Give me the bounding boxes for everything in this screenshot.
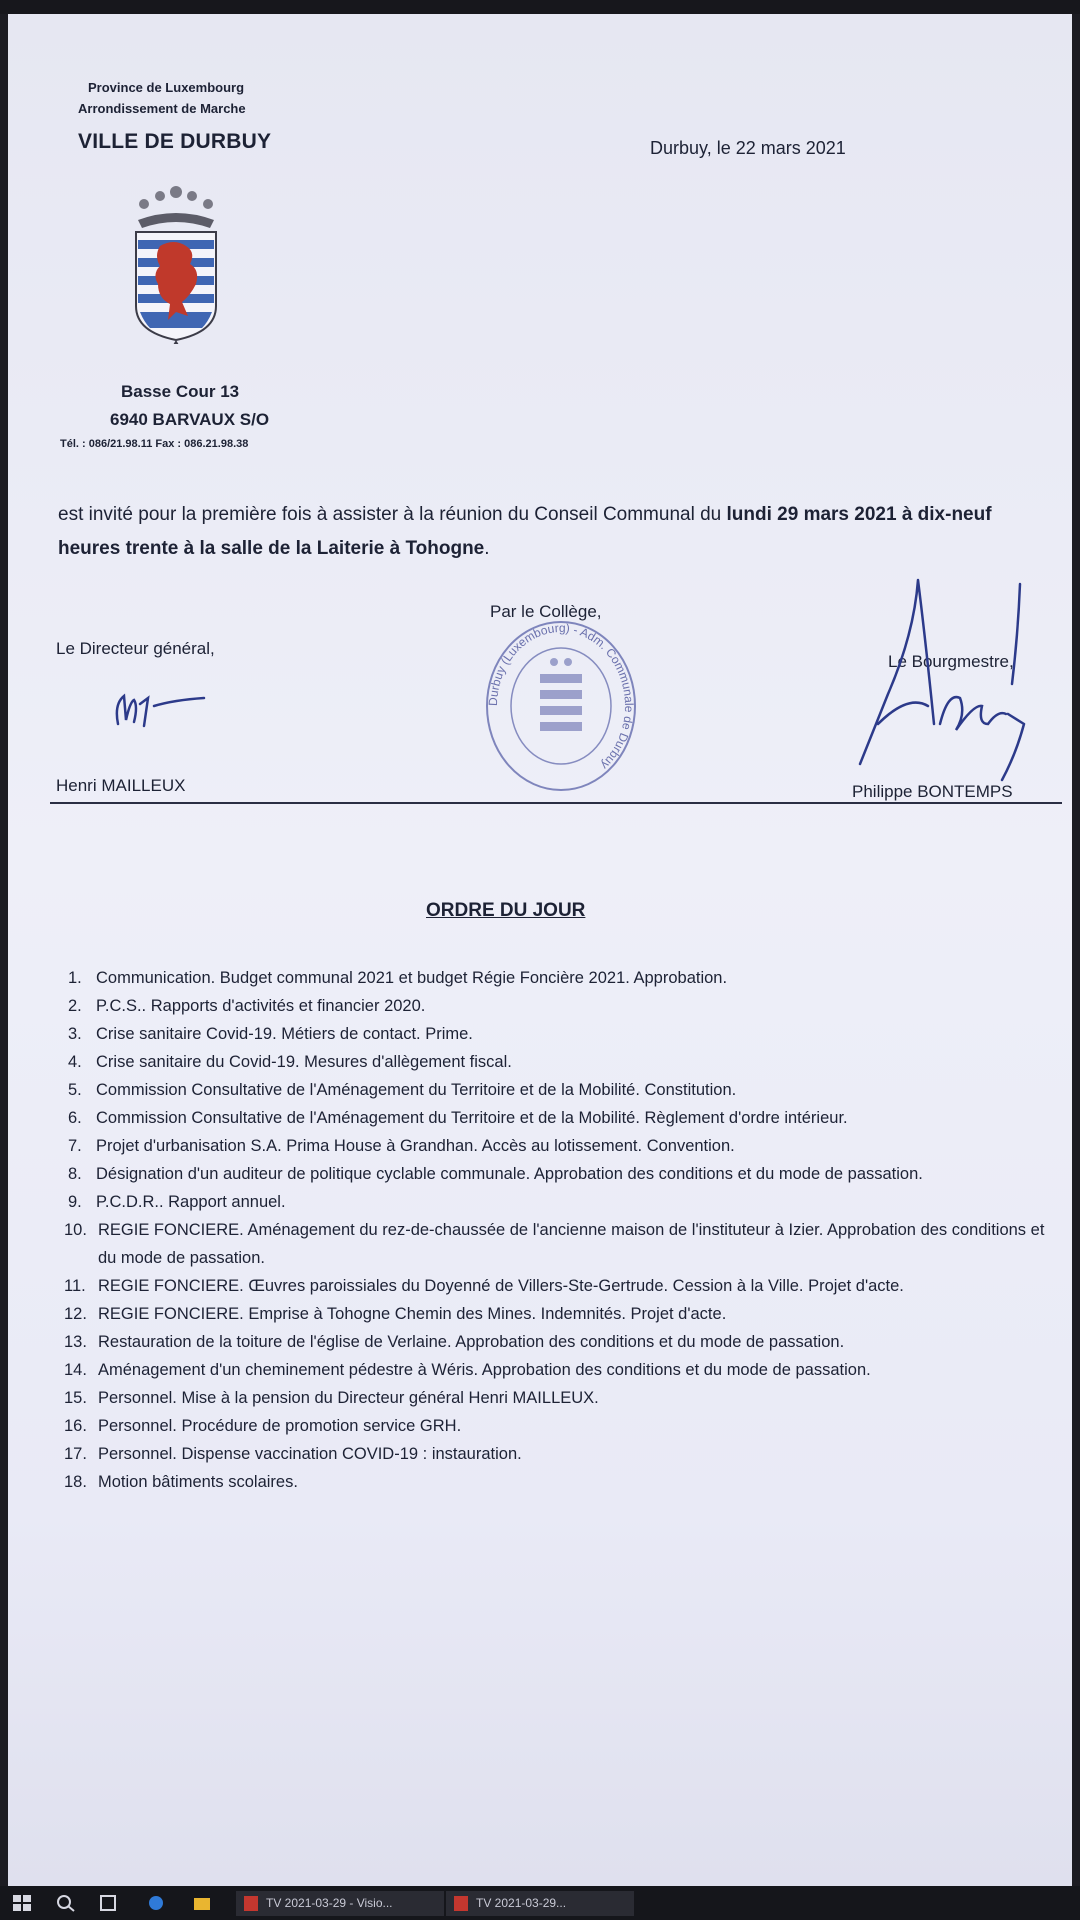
agenda-item	[64, 1412, 1058, 1440]
agenda-item	[64, 1216, 1058, 1272]
document-page	[8, 14, 1072, 1886]
agenda-item-text: Restauration de la toiture de l'église de Verlaine. Approbation des conditions et du mode de passation.	[98, 1333, 845, 1351]
agenda-item-number: 15.	[64, 1389, 87, 1407]
agenda-item-number: 18.	[64, 1473, 87, 1491]
agenda-item	[64, 1440, 1058, 1468]
bourgmestre-name: Philippe BONTEMPS	[852, 782, 1013, 801]
agenda-item-text: Crise sanitaire Covid-19. Métiers de contact. Prime.	[96, 1025, 473, 1043]
agenda-item	[68, 1020, 1058, 1048]
pdf-icon	[244, 1896, 258, 1911]
agenda-item-text: Désignation d'un auditeur de politique cyclable communale. Approbation des conditions et du mode de passation.	[96, 1165, 923, 1183]
agenda-item-number: 12.	[64, 1305, 87, 1323]
agenda-item	[68, 964, 1058, 992]
agenda-item	[64, 1272, 1058, 1300]
agenda-item-text: Communication. Budget communal 2021 et budget Régie Foncière 2021. Approbation.	[96, 969, 728, 987]
province-label: Province de Luxembourg	[88, 80, 245, 95]
agenda-item-text: Personnel. Procédure de promotion service GRH.	[98, 1417, 462, 1435]
agenda-item	[64, 1384, 1058, 1412]
agenda-item	[64, 1468, 1058, 1496]
windows-start-icon[interactable]	[12, 1894, 32, 1912]
agenda-item-text: REGIE FONCIERE. Œuvres paroissiales du Doyenné de Villers-Ste-Gertrude. Cession à la Ville. Projet d'acte.	[98, 1277, 904, 1295]
agenda-item-number: 6.	[68, 1109, 82, 1127]
agenda-item-text: Commission Consultative de l'Aménagement du Territoire et de la Mobilité. Constitution.	[96, 1081, 737, 1099]
invitation-date-place: lundi 29 mars 2021 à dix-neuf heures trente à la salle de la Laiterie à Tohogne	[58, 504, 992, 559]
agenda-item	[64, 1328, 1058, 1356]
seal-text: Durbuy (Luxembourg) - Adm. Communale de Durbuy	[485, 620, 637, 773]
bourgmestre-title: Le Bourgmestre,	[888, 652, 1014, 671]
coat-of-arms-icon	[130, 186, 222, 344]
taskbar-app-pdf-1[interactable]	[236, 1891, 444, 1916]
agenda-item-text: Projet d'urbanisation S.A. Prima House à Grandhan. Accès au lotissement. Convention.	[96, 1137, 735, 1155]
agenda-item-text: Crise sanitaire du Covid-19. Mesures d'allègement fiscal.	[96, 1053, 512, 1071]
agenda-item-text: Personnel. Dispense vaccination COVID-19 : instauration.	[98, 1445, 522, 1463]
invitation-end: .	[484, 538, 490, 559]
agenda-item-number: 17.	[64, 1445, 87, 1463]
invitation-paragraph	[58, 498, 1038, 566]
agenda-item-text: Personnel. Mise à la pension du Directeur général Henri MAILLEUX.	[98, 1389, 599, 1407]
agenda-item-number: 1.	[68, 969, 82, 987]
search-icon[interactable]	[56, 1894, 76, 1912]
pdf-icon	[454, 1896, 468, 1911]
file-explorer-icon[interactable]	[192, 1894, 212, 1912]
directeur-title: Le Directeur général,	[56, 639, 215, 658]
contact-line: Tél. : 086/21.98.11 Fax : 086.21.98.38	[60, 438, 249, 450]
task-view-icon[interactable]	[98, 1894, 118, 1912]
screen-top-bezel	[0, 0, 1080, 14]
agenda-item	[68, 1132, 1058, 1160]
agenda-item-text: P.C.D.R.. Rapport annuel.	[96, 1193, 286, 1211]
agenda-item-number: 14.	[64, 1361, 87, 1379]
edge-browser-icon[interactable]	[146, 1894, 166, 1912]
bourgmestre-signature-icon	[848, 574, 1048, 784]
agenda-item	[68, 1076, 1058, 1104]
address-city: 6940 BARVAUX S/O	[110, 410, 270, 429]
header-divider	[50, 802, 1062, 804]
directeur-signature-icon	[104, 674, 224, 744]
agenda-item	[68, 992, 1058, 1020]
ville-title: VILLE DE DURBUY	[78, 130, 272, 153]
agenda-title: ORDRE DU JOUR	[426, 900, 586, 921]
agenda-item-number: 3.	[68, 1025, 82, 1043]
agenda-item	[64, 1300, 1058, 1328]
taskbar-app-label: TV 2021-03-29...	[476, 1896, 567, 1910]
agenda-item-number: 11.	[64, 1277, 86, 1295]
invitation-text: est invité pour la première fois à assister à la réunion du Conseil Communal du	[58, 504, 727, 525]
arrondissement-label: Arrondissement de Marche	[78, 101, 246, 116]
agenda-item-text: Motion bâtiments scolaires.	[98, 1473, 298, 1491]
agenda-item-text: P.C.S.. Rapports d'activités et financier 2020.	[96, 997, 426, 1015]
taskbar	[0, 1886, 1080, 1920]
agenda-item	[68, 1048, 1058, 1076]
letter-date: Durbuy, le 22 mars 2021	[650, 138, 846, 158]
agenda-item-text: REGIE FONCIERE. Aménagement du rez-de-chaussée de l'ancienne maison de l'instituteur à Izier. Approbation des conditions et du mode de passation.	[98, 1221, 1045, 1267]
directeur-name: Henri MAILLEUX	[56, 776, 186, 795]
agenda-item	[68, 1104, 1058, 1132]
official-seal-icon	[484, 618, 638, 794]
agenda-item-number: 9.	[68, 1193, 82, 1211]
agenda-item-number: 2.	[68, 997, 82, 1015]
agenda-item-number: 13.	[64, 1333, 87, 1351]
taskbar-app-label: TV 2021-03-29 - Visio...	[266, 1896, 393, 1910]
agenda-item-text: REGIE FONCIERE. Emprise à Tohogne Chemin des Mines. Indemnités. Projet d'acte.	[98, 1305, 727, 1323]
college-label: Par le Collège,	[490, 602, 602, 621]
address-street: Basse Cour 13	[121, 382, 240, 401]
agenda-item	[68, 1188, 1058, 1216]
agenda-item-number: 16.	[64, 1417, 87, 1435]
agenda-item-number: 7.	[68, 1137, 82, 1155]
agenda-item-number: 4.	[68, 1053, 82, 1071]
agenda-item-number: 10.	[64, 1221, 87, 1239]
agenda-item-number: 5.	[68, 1081, 82, 1099]
agenda-item-text: Commission Consultative de l'Aménagement du Territoire et de la Mobilité. Règlement d'ordre intérieur.	[96, 1109, 848, 1127]
taskbar-app-pdf-2[interactable]	[446, 1891, 634, 1916]
agenda-item	[68, 1160, 1058, 1188]
agenda-item	[64, 1356, 1058, 1384]
agenda-item-number: 8.	[68, 1165, 82, 1183]
agenda-list	[64, 964, 1058, 1496]
agenda-item-text: Aménagement d'un cheminement pédestre à Wéris. Approbation des conditions et du mode de passation.	[98, 1361, 871, 1379]
